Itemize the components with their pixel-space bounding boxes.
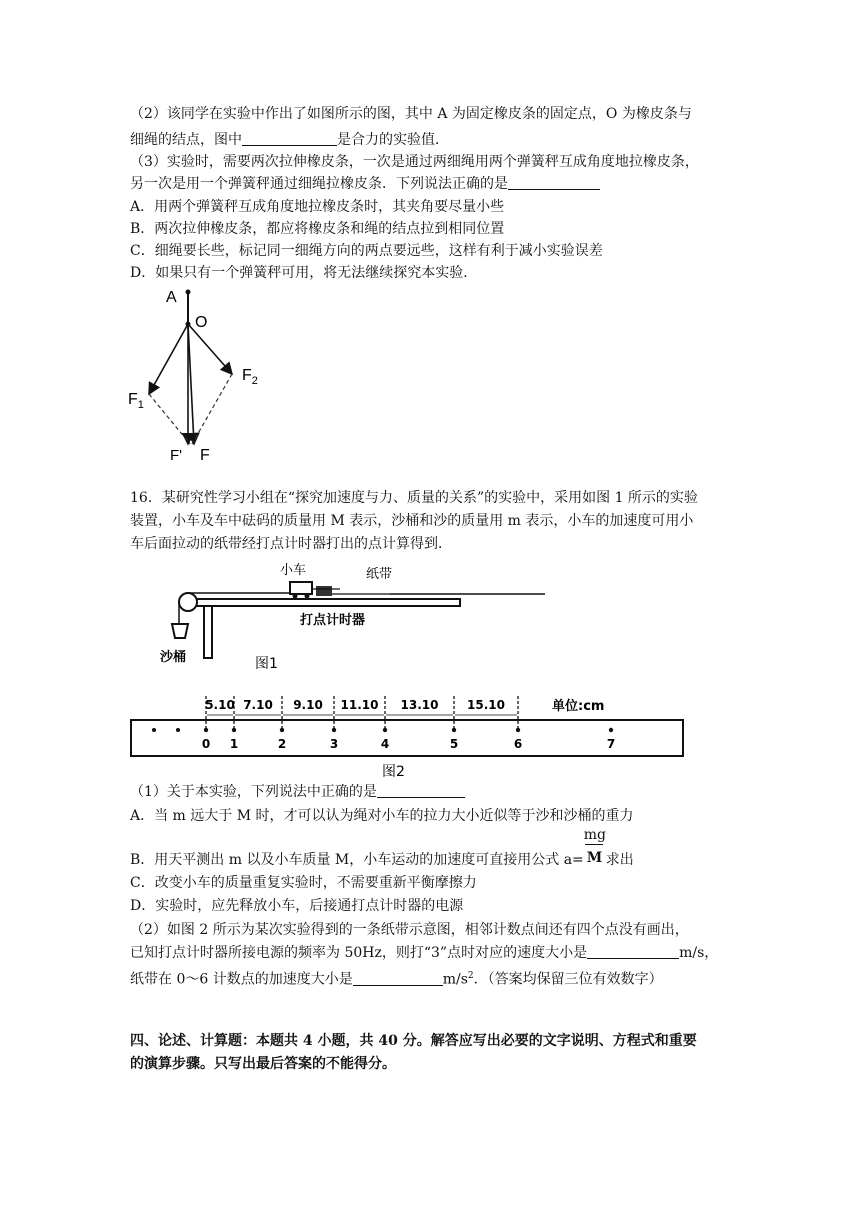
tape-dot [452,728,456,732]
point-number-label: 4 [380,737,390,751]
label-f: F [200,447,210,462]
timer-device [316,586,332,596]
q16-option-c: C．改变小车的质量重复实验时，不需要重新平衡摩擦力 [130,875,477,891]
point-number-label: 6 [513,737,523,751]
label-tape: 纸带 [366,567,393,582]
label-a: A [166,289,177,306]
f2-arrow [188,324,232,374]
answer-blank-velocity[interactable] [587,944,679,959]
segment-length-label: 9.10 [293,698,323,712]
q15-part2-line1: （2）该同学在实验中作出了如图所示的图，其中 A 为固定橡皮条的固定点，O 为橡皮条与 [130,106,692,122]
segment-length-label: 7.10 [243,698,273,712]
q15-part3-line1: （3）实验时，需要两次拉伸橡皮条，一次是通过两细绳用两个弹簧秤互成角度地拉橡皮条， [130,154,699,170]
sand-bucket [172,624,188,638]
label-f1: $F_1$ [128,391,144,411]
answer-blank[interactable] [242,131,337,146]
segment-length-label: 13.10 [400,698,439,712]
q15-option-d: D．如果只有一个弹簧秤可用，将无法继续探究本实验． [130,265,478,281]
q16-part1: （1）关于本实验，下列说法中正确的是 [130,782,465,802]
tape-dot [204,728,208,732]
point-number-label: 0 [201,737,211,751]
q15-option-b: B．两次拉伸橡皮条，都应将橡皮条和绳的结点拉到相同位置 [130,221,505,237]
cart [290,582,312,594]
figure1-caption: 图1 [255,656,278,672]
section4-heading-line1: 四、论述、计算题：本题共 4 小题，共 40 分。解答应写出必要的文字说明、方程式和重要 [130,1033,697,1049]
label-f-prime: F' [170,447,183,462]
f-arrow [188,324,194,444]
q16-option-d: D．实验时，应先释放小车，后接通打点计时器的电源 [130,898,464,914]
answer-blank[interactable] [508,175,600,190]
label-f2: $F_2$ [242,367,258,387]
q16-option-a: A．当 m 远大于 M 时，才可以认为绳对小车的拉力大小近似等于沙和沙桶的重力 [130,808,634,824]
q16-option-b: B．用天平测出 m 以及小车质量 M，小车运动的加速度可直接用公式 a= $\frac{mg}{M}$ 求出 [130,827,634,868]
table-leg [204,606,212,658]
q16-intro-line3: 车后面拉动的纸带经打点计时器打出的点计算得到． [130,536,452,552]
label-bucket: 沙桶 [160,650,187,665]
force-parallelogram-figure [128,284,258,462]
figure2-caption: 图2 [382,764,405,780]
dashed-side-left [149,394,190,444]
figure1-apparatus [150,556,570,678]
point-number-label: 1 [229,737,239,751]
dashed-side-right [192,374,232,444]
track-board [195,599,460,606]
fraction-mg-over-m: $\frac{mg}{M}$ [583,827,607,866]
point-number-label: 7 [606,737,616,751]
pulley [179,593,197,611]
tape-dot [280,728,284,732]
q15-part2-line2: 细绳的结点，图中 是合力的实验值． [130,132,449,148]
q16-part2-line1: （2）如图 2 所示为某次实验得到的一条纸带示意图，相邻计数点间还有四个点没有画出， [130,922,689,938]
point-number-label: 3 [329,737,339,751]
q16-intro-line2: 装置，小车及车中砝码的质量用 M 表示，沙桶和沙的质量用 m 表示，小车的加速度可用小 [130,513,694,529]
figure2-paper-tape [128,688,688,783]
label-car: 小车 [280,563,307,578]
q15-option-a: A．用两个弹簧秤互成角度地拉橡皮条时，其夹角要尽量小些 [130,199,505,215]
segment-length-label: 11.10 [340,698,379,712]
tape-dot [232,728,236,732]
tape-strip [131,720,683,756]
f1-arrow [149,324,188,394]
answer-blank-acceleration[interactable] [353,971,443,986]
tape-dot [383,728,387,732]
label-timer: 打点计时器 [300,613,366,628]
q16-part2-line2: 已知打点计时器所接电源的频率为 50Hz，则打“3”点时对应的速度大小是 m/s， [130,945,719,961]
answer-blank[interactable] [377,783,465,798]
segment-length-label: 15.10 [467,698,505,712]
tape-dot [516,728,520,732]
unit-label: 单位:cm [552,699,605,714]
point-number-label: 5 [449,737,459,751]
segment-length-label: 5.10 [205,698,235,712]
point-number-label: 2 [277,737,287,751]
label-o: O [195,314,208,331]
q16-intro-line1: 16．某研究性学习小组在“探究加速度与力、质量的关系”的实验中，采用如图 1 所示的实验 [130,490,698,506]
q16-part2-line3: 纸带在 0～6 计数点的加速度大小是 $m/s^2$．（答案均保留三位有效数字） [130,971,663,988]
q15-option-c: C．细绳要长些，标记同一细绳方向的两点要远些，这样有利于减小实验误差 [130,243,603,259]
q15-part3-line2: 另一次是用一个弹簧秤通过细绳拉橡皮条．下列说法正确的是 [130,174,600,194]
tape-dot [609,728,613,732]
tape-dot [332,728,336,732]
section4-heading-line2: 的演算步骤。只写出最后答案的不能得分。 [130,1056,396,1072]
